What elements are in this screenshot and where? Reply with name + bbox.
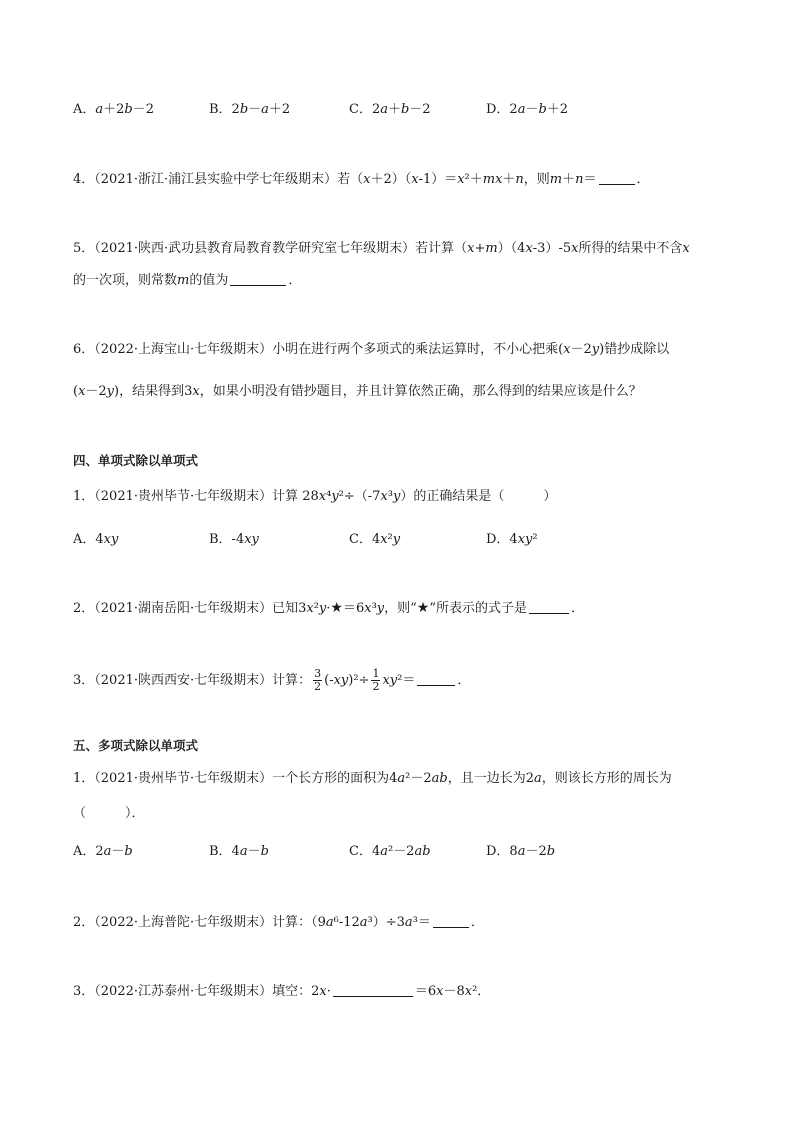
- answer-blank[interactable]: [230, 272, 286, 286]
- sec4-q1-options: [73, 531, 733, 549]
- question-text: 𝑥𝑦²＝: [382, 673, 416, 688]
- numerator: 3: [314, 667, 322, 680]
- punct: ．: [470, 915, 484, 930]
- question-text: 5．（2021·陕西·武功县教育局教育教学研究室七年级期末）若计算（𝑥+𝑚）（4𝑥-3）-5𝑥所得的结果中不含𝑥: [73, 241, 690, 256]
- question-text: 1．（2021·贵州毕节·七年级期末）一个长方形的面积为4𝑎²－2𝑎𝑏，且一边长为2𝑎，则该长方形的周长为: [73, 771, 672, 786]
- answer-blank[interactable]: [333, 983, 413, 997]
- answer-blank[interactable]: [599, 171, 635, 185]
- question-text: ＝6𝑥³𝑦，则“: [342, 601, 417, 616]
- question-text: 6．（2022·上海宝山·七年级期末）小明在进行两个多项式的乘法运算时，不小心把乘(𝑥－2𝑦)错抄成除以: [73, 342, 670, 357]
- star-icon: ★: [330, 600, 343, 616]
- punct: ．: [288, 273, 302, 288]
- star-icon: ★: [416, 600, 430, 616]
- sec3-q6-line1: [73, 341, 669, 359]
- punct: ．: [457, 673, 471, 688]
- option-c: C．2𝑎＋𝑏－2: [349, 102, 431, 117]
- question-text: 3．（2022·江苏泰州·七年级期末）填空：2𝑥·: [73, 984, 331, 999]
- answer-blank[interactable]: [529, 600, 569, 614]
- question-text: 2．（2022·上海普陀·七年级期末）计算：（9𝑎⁶-12𝑎³）÷3𝑎³＝: [73, 915, 431, 930]
- sec3-q3-options: [73, 101, 733, 119]
- sec5-q3: [73, 983, 490, 1001]
- sec4-q3: [73, 668, 470, 693]
- denominator: 2: [372, 680, 380, 693]
- question-text: 2．（2021·湖南岳阳·七年级期末）已知3𝑥²𝑦·: [73, 601, 331, 616]
- numerator: 1: [372, 667, 380, 680]
- question-text: 4．（2021·浙江·浦江县实验中学七年级期末）若（𝑥＋2）（𝑥-1）＝𝑥²＋𝑚𝑥＋𝑛，则𝑚＋𝑛＝: [73, 172, 597, 187]
- denominator: 2: [314, 680, 322, 693]
- sec3-q5-line1: [73, 240, 690, 258]
- option-d: D．2𝑎－𝑏＋2: [486, 102, 569, 117]
- fraction: [313, 668, 322, 693]
- question-text: ＝6𝑥－8𝑥²．: [414, 984, 491, 999]
- punct: ．: [636, 172, 650, 187]
- punct: ．: [571, 601, 585, 616]
- option-b: B．-4𝑥𝑦: [209, 532, 259, 547]
- question-text: （ ）．: [73, 806, 145, 821]
- question-text: ”所表示的式子是: [429, 601, 528, 616]
- sec5-q1-line1: [73, 770, 672, 788]
- sec5-q1-line2: [73, 805, 145, 823]
- question-text: 1．（2021·贵州毕节·七年级期末）计算 28𝑥⁴𝑦²÷（-7𝑥³𝑦）的正确结果是（ ）: [73, 489, 557, 504]
- sec3-q6-line2: [73, 383, 642, 401]
- option-b: B．2𝑏－𝑎＋2: [209, 102, 291, 117]
- question-text: (𝑥－2𝑦)，结果得到3𝑥，如果小明没有错抄题目，并且计算依然正确，那么得到的结果应该是什么？: [73, 384, 642, 399]
- sec4-q2: [73, 599, 584, 618]
- option-d: D．4𝑥𝑦²: [486, 532, 538, 547]
- sec5-q1-options: [73, 843, 733, 861]
- option-a: A．2𝑎－𝑏: [73, 844, 133, 859]
- question-text: 的一次项，则常数𝑚的值为: [73, 273, 229, 288]
- sec4-q1: [73, 488, 556, 506]
- option-a: A．𝑎＋2𝑏－2: [73, 102, 155, 117]
- section-5-title: 五、多项式除以单项式: [73, 738, 199, 753]
- question-text: (-𝑥𝑦)²÷: [324, 673, 370, 688]
- answer-blank[interactable]: [433, 914, 469, 928]
- sec3-q5-line2: [73, 272, 301, 290]
- option-c: C．4𝑥²𝑦: [349, 532, 401, 547]
- question-text: 3．（2021·陕西西安·七年级期末）计算：: [73, 673, 312, 688]
- option-a: A．4𝑥𝑦: [73, 532, 119, 547]
- sec3-q4: [73, 171, 650, 189]
- section-4-title: 四、单项式除以单项式: [73, 453, 199, 468]
- fraction: [371, 668, 380, 693]
- sec5-q2: [73, 914, 484, 932]
- option-c: C．4𝑎²－2𝑎𝑏: [349, 844, 431, 859]
- option-d: D．8𝑎－2𝑏: [486, 844, 556, 859]
- answer-blank[interactable]: [417, 672, 455, 686]
- option-b: B．4𝑎－𝑏: [209, 844, 269, 859]
